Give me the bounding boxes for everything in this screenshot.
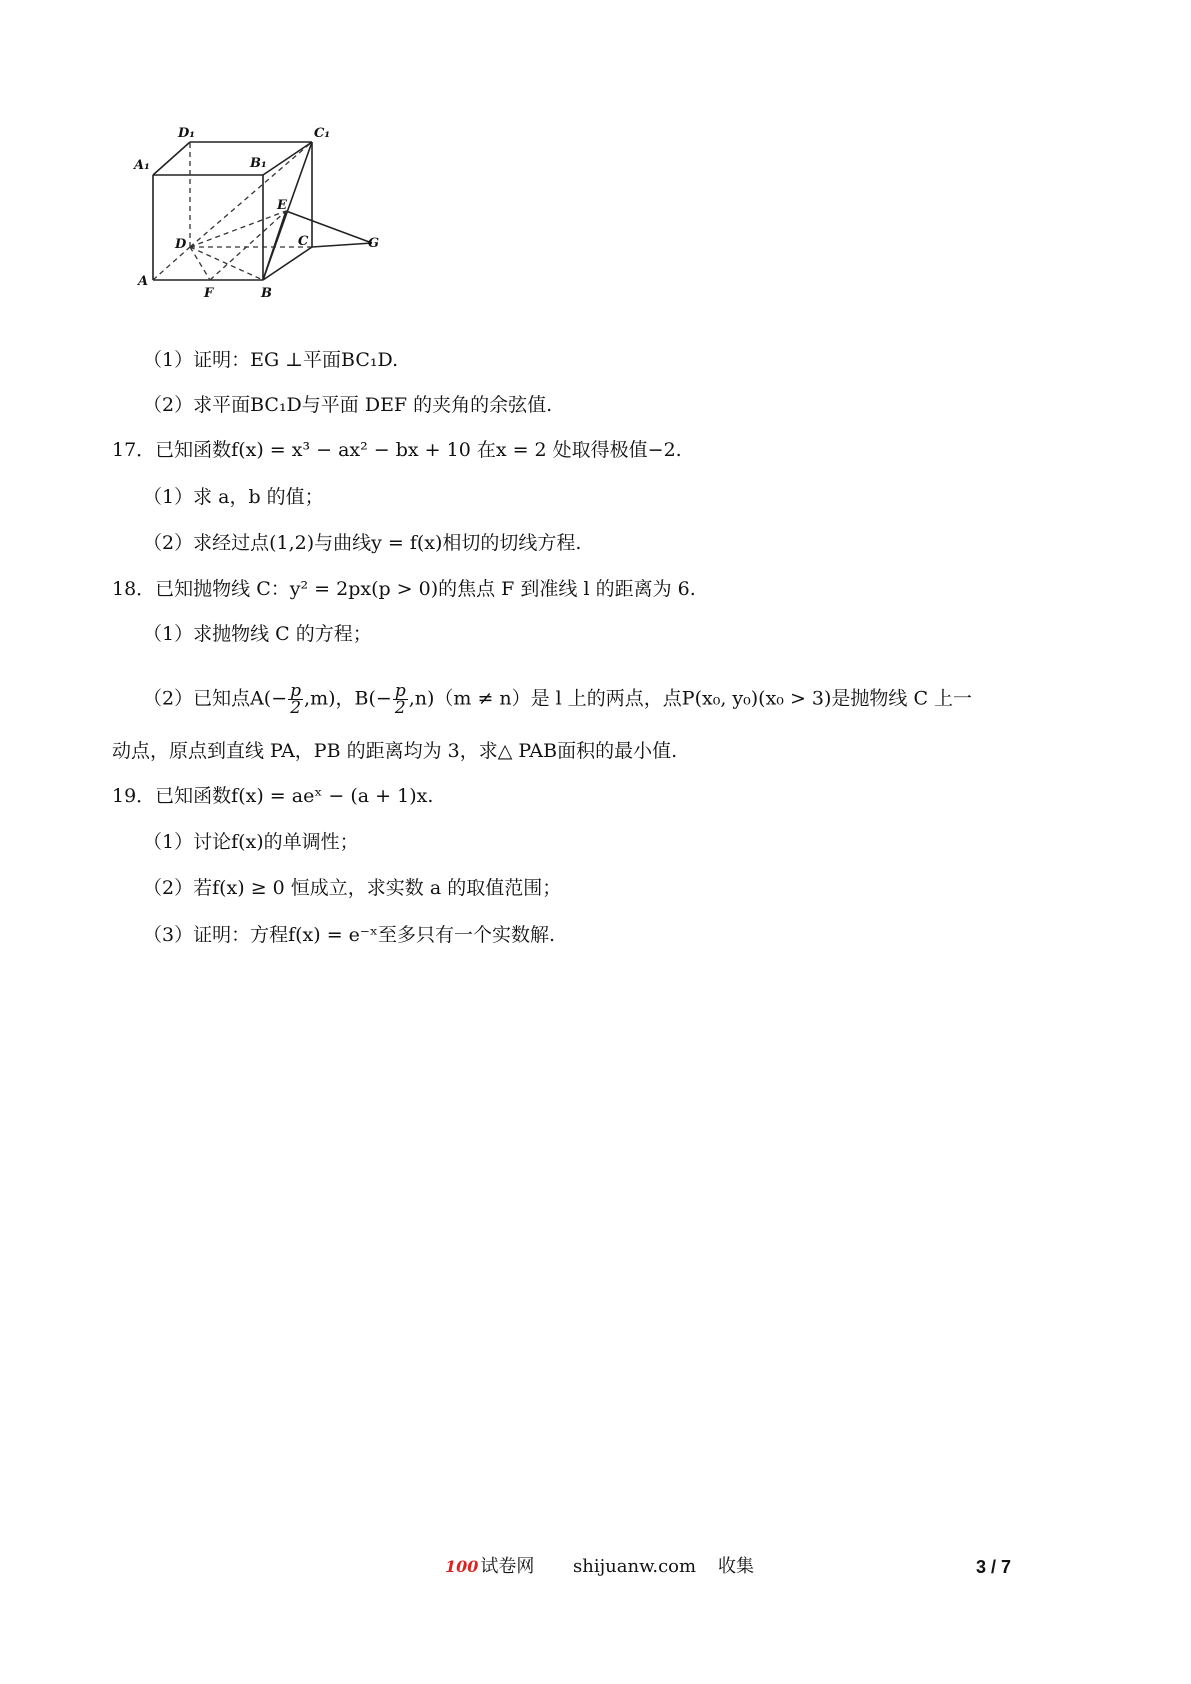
q19-part3: （3）证明：方程f(x) = e⁻ˣ至多只有一个实数解. [143,924,556,946]
label-a1: A₁ [134,158,150,173]
label-c1: C₁ [314,126,331,141]
q19-part1: （1）讨论f(x)的单调性； [143,831,359,853]
q17-stem: 17．已知函数f(x) = x³ − ax² − bx + 10 在x = 2 处取得极值−2. [112,439,682,461]
page-number: 3 / 7 [976,1557,1012,1577]
edge-a1-d1 [153,142,190,175]
q19-part2: （2）若f(x) ≥ 0 恒成立，求实数 a 的取值范围； [143,877,562,899]
footer-url[interactable]: shijuanw.com [573,1556,697,1577]
footer-source [445,1555,534,1579]
label-d1: D₁ [178,126,195,141]
label-f: F [204,286,214,301]
q18-stem: 18．已知抛物线 C：y² = 2px(p > 0)的焦点 F 到准线 l 的距离为 6. [112,578,696,600]
site-name: 试卷网 [480,1556,535,1577]
geometry-figure [134,125,400,305]
q19-stem: 19．已知函数f(x) = aeˣ − (a + 1)x. [112,785,434,807]
q18-part2-line2: 动点，原点到直线 PA，PB 的距离均为 3，求△ PAB面积的最小值. [112,740,678,762]
q18-part1: （1）求抛物线 C 的方程； [143,623,372,645]
edge-b1-c1 [263,142,312,175]
label-c: C [298,234,309,249]
q18-part2 [143,683,972,716]
frac-num-b: p [394,681,406,701]
q17-part2: （2）求经过点(1,2)与曲线y = f(x)相切的切线方程. [143,532,582,554]
label-d: D [175,237,187,252]
frac-den: 2 [290,698,302,718]
hidden-d-e [190,211,286,247]
label-e: E [277,198,287,213]
fraction-p-over-2 [288,683,303,716]
label-b: B [261,286,272,301]
frac-den-b: 2 [394,698,406,718]
label-a: A [138,274,149,289]
q18-part2-mid2: ,n)（m ≠ n）是 l 上的两点，点P(x₀, y₀)(x₀ > 3)是抛物线 C 上一 [408,687,973,710]
site-logo: 100 [445,1557,479,1576]
label-g: G [368,236,380,251]
footer-collect: 收集 [718,1556,754,1577]
edge-b-e [263,211,286,280]
q16-part2: （2）求平面BC₁D与平面 DEF 的夹角的余弦值. [143,394,553,416]
label-b1: B₁ [250,156,267,171]
frac-num: p [290,681,302,701]
q17-part1: （1）求 a，b 的值； [143,486,324,508]
edge-c-g [312,243,372,247]
hidden-d-b [190,247,263,280]
edge-b-c [263,247,312,280]
q18-part2-prefix: （2）已知点A(− [143,687,288,710]
q18-part2-mid1: ,m)，B(− [304,687,392,710]
q16-part1: （1）证明：EG ⊥平面BC₁D. [143,349,399,371]
fraction-p-over-2-b [393,683,408,716]
